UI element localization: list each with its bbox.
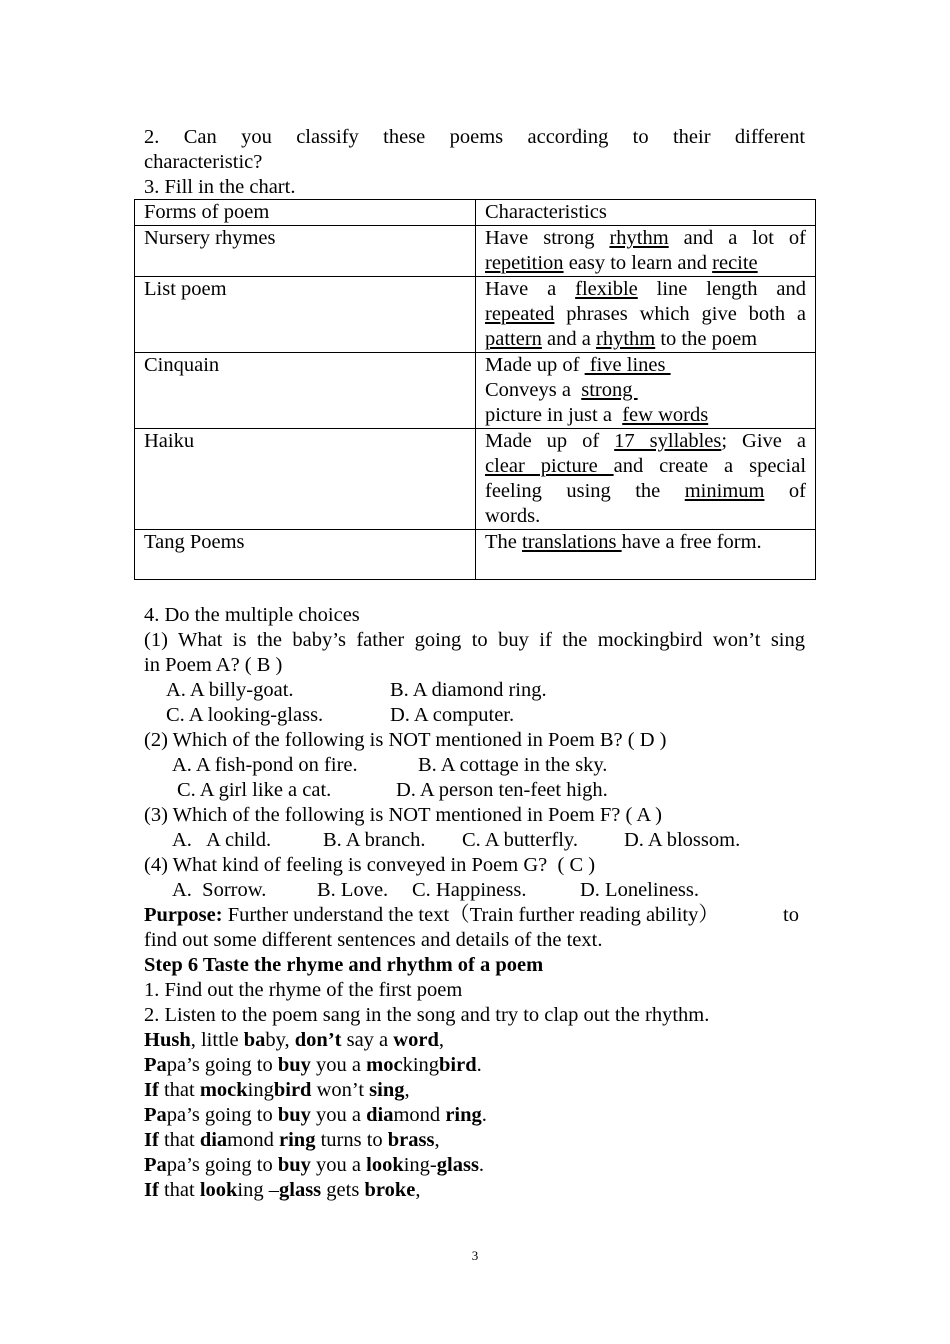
header-characteristics: Characteristics [476,200,816,226]
q4-item-1-option-b: B. A diamond ring. [390,679,547,701]
q4-item-2-option-d: D. A person ten-feet high. [396,779,608,801]
purpose-line-1: Purpose: Further understand the text（Train further reading ability） [144,904,719,926]
poem-forms-chart [134,199,816,580]
q4-item-2-option-a: A. A fish-pond on fire. [172,754,358,776]
purpose-line-1-end: to [783,904,799,926]
q4-item-3-option-b: B. A branch. [323,829,426,851]
q4-item-2-option-c: C. A girl like a cat. [177,779,332,801]
poem-line-1: Hush, little baby, don’t say a word, [144,1029,444,1051]
characteristics-cell: Made up of 17 syllables; Give a clear picture and create a special feeling using the minimum of words. [476,429,816,530]
q4-item-3-option-a: A. A child. [172,829,272,851]
question-3-label: 3. Fill in the chart. [144,176,296,198]
q4-item-4-question: (4) What kind of feeling is conveyed in Poem G? ( C ) [144,854,596,876]
chart-row-cinquain [135,353,816,429]
form-cell: List poem [135,277,476,353]
poem-line-6: Papa’s going to buy you a looking-glass. [144,1154,485,1176]
q4-item-4-option-b: B. Love. [317,879,389,901]
q4-item-4-option-d: D. Loneliness. [580,879,699,901]
q4-item-3-option-d: D. A blossom. [624,829,741,851]
step-6-item-2: 2. Listen to the poem sang in the song and try to clap out the rhythm. [144,1004,710,1026]
q4-item-1-option-d: D. A computer. [390,704,515,726]
form-cell: Cinquain [135,353,476,429]
step-6-title: Step 6 Taste the rhyme and rhythm of a poem [144,954,544,976]
q4-item-4-option-c: C. Happiness. [412,879,527,901]
question-2-line-2: characteristic? [144,151,263,173]
poem-line-5: If that diamond ring turns to brass, [144,1129,440,1151]
poem-line-3: If that mockingbird won’t sing, [144,1079,410,1101]
chart-header-row [135,200,816,226]
poem-line-4: Papa’s going to buy you a diamond ring. [144,1104,487,1126]
q4-item-2-question: (2) Which of the following is NOT mentioned in Poem B? ( D ) [144,729,667,751]
q4-item-1-option-c: C. A looking-glass. [166,704,324,726]
characteristics-cell: The translations have a free form. [476,530,816,580]
chart-row-haiku [135,429,816,530]
step-6-item-1: 1. Find out the rhyme of the first poem [144,979,463,1001]
question-2-line-1: 2. Can you classify these poems according to their different [144,126,806,148]
form-cell: Haiku [135,429,476,530]
characteristics-cell: Have a flexible line length and repeated phrases which give both a pattern and a rhythm to the poem [476,277,816,353]
poem-line-2: Papa’s going to buy you a mockingbird. [144,1054,482,1076]
question-4-label: 4. Do the multiple choices [144,604,360,626]
chart-row-nursery [135,226,816,277]
q4-item-1-option-a: A. A billy-goat. [166,679,294,701]
q4-item-1-line-1: (1) What is the baby’s father going to buy if the mockingbird won’t sing [144,629,805,651]
page-number: 3 [471,1248,479,1263]
characteristics-cell: Have strong rhythm and a lot of repetition easy to learn and recite [476,226,816,277]
form-cell: Nursery rhymes [135,226,476,277]
purpose-label: Purpose: [144,904,223,926]
form-cell: Tang Poems [135,530,476,580]
header-forms: Forms of poem [135,200,476,226]
q4-item-4-option-a: A. Sorrow. [172,879,267,901]
q4-item-3-question: (3) Which of the following is NOT mentioned in Poem F? ( A ) [144,804,662,826]
poem-line-7: If that looking –glass gets broke, [144,1179,421,1201]
q4-item-3-option-c: C. A butterfly. [462,829,578,851]
chart-row-list [135,277,816,353]
purpose-line-2: find out some different sentences and details of the text. [144,929,603,951]
q4-item-2-option-b: B. A cottage in the sky. [418,754,608,776]
q4-item-1-line-2: in Poem A? ( B ) [144,654,283,676]
characteristics-cell: Made up of five lines Conveys a strong picture in just a few words [476,353,816,429]
chart-row-tang [135,530,816,580]
